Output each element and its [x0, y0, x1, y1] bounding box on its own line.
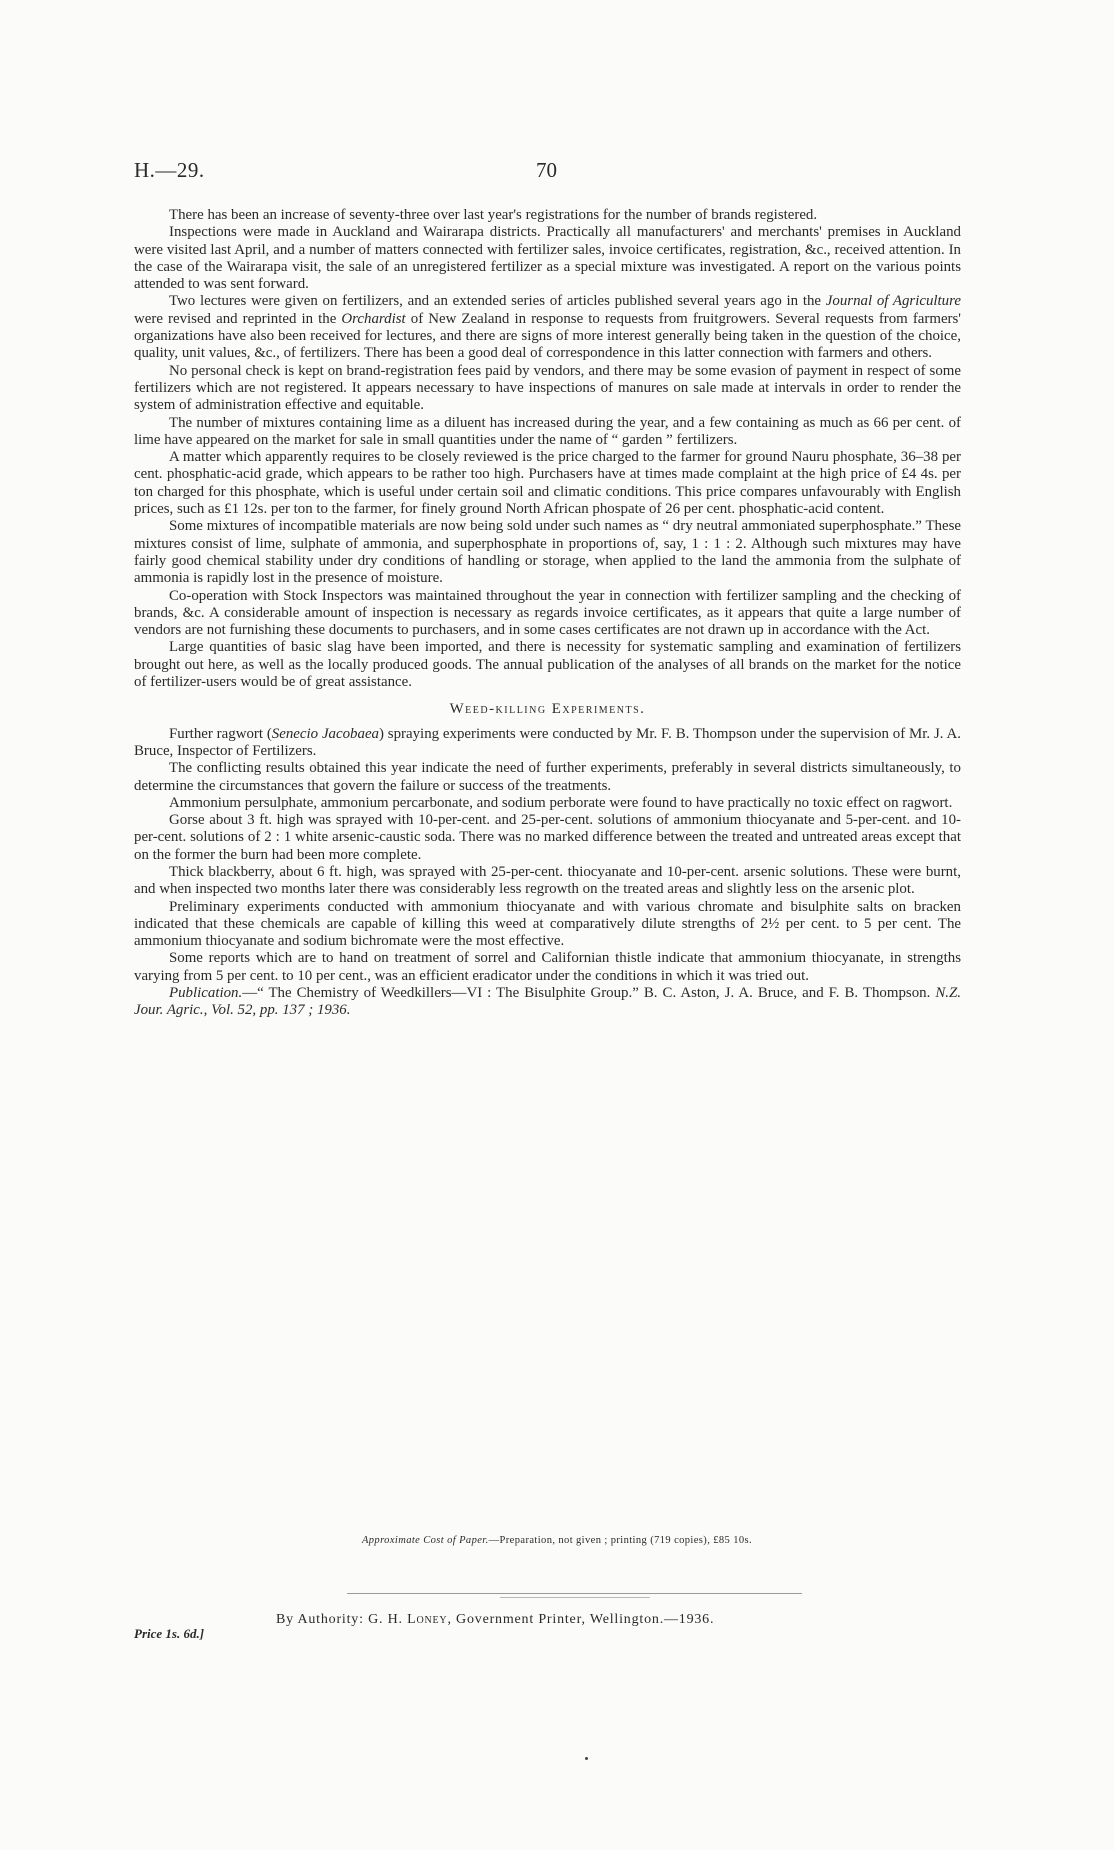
paragraph: Thick blackberry, about 6 ft. high, was sprayed with 25-per-cent. thiocyanate and 10-per-cent. arsenic solutions. These were burnt, and when inspected two months later there was considerably less regrowth on the treated areas and slightly less on the arsenic plot.	[134, 863, 961, 898]
print-speck	[585, 1757, 588, 1760]
cost-text: —Preparation, not given ; printing (719 copies), £85 10s.	[488, 1535, 753, 1546]
publication-paragraph	[134, 985, 961, 1020]
document-reference: H.—29.	[134, 158, 205, 182]
paragraph: Preliminary experiments conducted with ammonium thiocyanate and with various chromate and bisulphite salts on bracken indicated that these chemicals are capable of killing this weed at comparatively dilute strengths of 2½ per cent. to 5 per cent. The ammonium thiocyanate and sodium bichromate were the most effective.	[134, 898, 961, 950]
publication-label: Publication.	[169, 985, 243, 1002]
printer-name: Loney	[407, 1612, 448, 1627]
paragraph: There has been an increase of seventy-three over last year's registrations for the number of brands registered.	[169, 207, 818, 223]
paragraph: A matter which apparently requires to be closely reviewed is the price charged to the farmer for ground Nauru phosphate, 36–38 per cent. phosphatic-acid grade, which appears to be rather too high. Purchasers have at times made complaint at the high price of £4 4s. per ton charged for this phosphate, which is useful under certain soil and climatic conditions. This price compares unfavourably with English prices, such as £1 12s. per ton to the farmer, for finely ground North African phospate of 26 per cent. phosphatic-acid content.	[134, 449, 961, 518]
imprint-suffix: , Government Printer, Wellington.—1936.	[447, 1612, 715, 1627]
paragraph: Large quantities of basic slag have been imported, and there is necessity for systematic sampling and examination of fertilizers brought out here, as well as the locally produced goods. The annual publication of the analyses of all brands on the market for the notice of fertilizer-users would be of great assistance.	[134, 639, 961, 691]
price-label: Price 1s. 6d.]	[134, 1626, 205, 1641]
paragraph: Co-operation with Stock Inspectors was maintained throughout the year in connection with fertilizer sampling and the checking of brands, &c. A considerable amount of inspection is necessary as regards invoice certificates, as it appears that quite a large number of vendors are not furnishing these documents to purchasers, and in some cases certificates are not drawn up in accordance with the Act.	[134, 587, 961, 639]
text-run: Two lectures were given on fertilizers, and an extended series of articles published several years ago in the	[169, 293, 826, 310]
journal-title: Journal of Agriculture	[825, 293, 961, 310]
publication-citation: N.Z. Jour. Agric., Vol. 52, pp. 137 ; 1936.	[134, 985, 961, 1019]
paragraph-ragwort	[134, 726, 961, 761]
paragraph: No personal check is kept on brand-registration fees paid by vendors, and there may be some evasion of payment in respect of some fertilizers which are not registered. It appears necessary to have inspections of manures on sale made at intervals in order to render the system of administration effective and equitable.	[134, 362, 961, 414]
text-run: Further ragwort (	[169, 725, 272, 742]
orchardist-title: Orchardist	[341, 310, 406, 327]
paragraph: Gorse about 3 ft. high was sprayed with 10-per-cent. and 25-per-cent. solutions of ammonium thiocyanate and 5-per-cent. and 10-per-cent. solutions of 2 : 1 white arsenic-caustic soda. There was no marked difference between the treated and untreated areas except that on the former the burn had been more complete.	[134, 812, 961, 863]
divider	[347, 1593, 802, 1594]
divider	[500, 1597, 650, 1598]
text-run: of New Zealand in response to requests from fruitgrowers. Several requests from farmers' organizations have also been received for lectures, and there are signs of more interest generally being taken in the question of the choice, quality, unit values, &c., of fertilizers. There has been a good deal of correspondence in this latter connection with farmers and others.	[134, 310, 961, 362]
page-number: 70	[536, 158, 557, 182]
species-name: Senecio Jacobaea	[271, 725, 379, 742]
paragraph: Some reports which are to hand on treatment of sorrel and Californian thistle indicate that ammonium thiocyanate, in strengths varying from 5 per cent. to 10 per cent., was an efficient eradicator under the conditions in which it was tried out.	[134, 950, 961, 984]
section-heading: Weed-killing Experiments.	[449, 701, 646, 718]
paragraph: The number of mixtures containing lime as a diluent has increased during the year, and a few containing as much as 66 per cent. of lime have appeared on the market for sale in small quantities under the name of “ garden ” fertilizers.	[134, 414, 961, 448]
paragraph: Inspections were made in Auckland and Wairarapa districts. Practically all manufacturers' and merchants' premises in Auckland were visited last April, and a number of matters connected with fertilizer sales, invoice certificates, registration, &c., received attention. In the case of the Wairarapa visit, the sale of an unregistered fertilizer as a special mixture was investigated. A report on the various points attended to was sent forward.	[134, 224, 961, 293]
paragraph: Some mixtures of incompatible materials are now being sold under such names as “ dry neutral ammoniated superphosphate.” These mixtures consist of lime, sulphate of ammonia, and superphosphate in proportions of, say, 1 : 1 : 2. Although such mixtures may have fairly good chemical stability under dry conditions of handling or storage, when applied to the land the ammonia from the sulphate of ammonia is rapidly lost in the presence of moisture.	[134, 518, 961, 587]
paragraph: Ammonium persulphate, ammonium percarbonate, and sodium perborate were found to have practically no toxic effect on ragwort.	[169, 794, 953, 811]
text-run: were revised and reprinted in the	[134, 310, 342, 327]
imprint-prefix: By Authority: G. H.	[276, 1612, 408, 1627]
text-run: ) spraying experiments were conducted by Mr. F. B. Thompson under the supervision of Mr. J. A. Bruce, Inspector of Fertilizers.	[134, 725, 961, 759]
paragraph-lectures	[134, 293, 961, 362]
paragraph: The conflicting results obtained this year indicate the need of further experiments, preferably in several districts simultaneously, to determine the circumstances that govern the failure or success of the treatments.	[134, 760, 961, 794]
printer-imprint	[276, 1612, 714, 1628]
publication-text: —“ The Chemistry of Weedkillers—VI : The Bisulphite Group.” B. C. Aston, J. A. Bruce, and F. B. Thompson.	[242, 985, 936, 1002]
cost-label: Approximate Cost of Paper.	[361, 1535, 489, 1546]
page-body	[134, 207, 961, 1020]
printing-cost-note	[0, 1535, 1114, 1546]
